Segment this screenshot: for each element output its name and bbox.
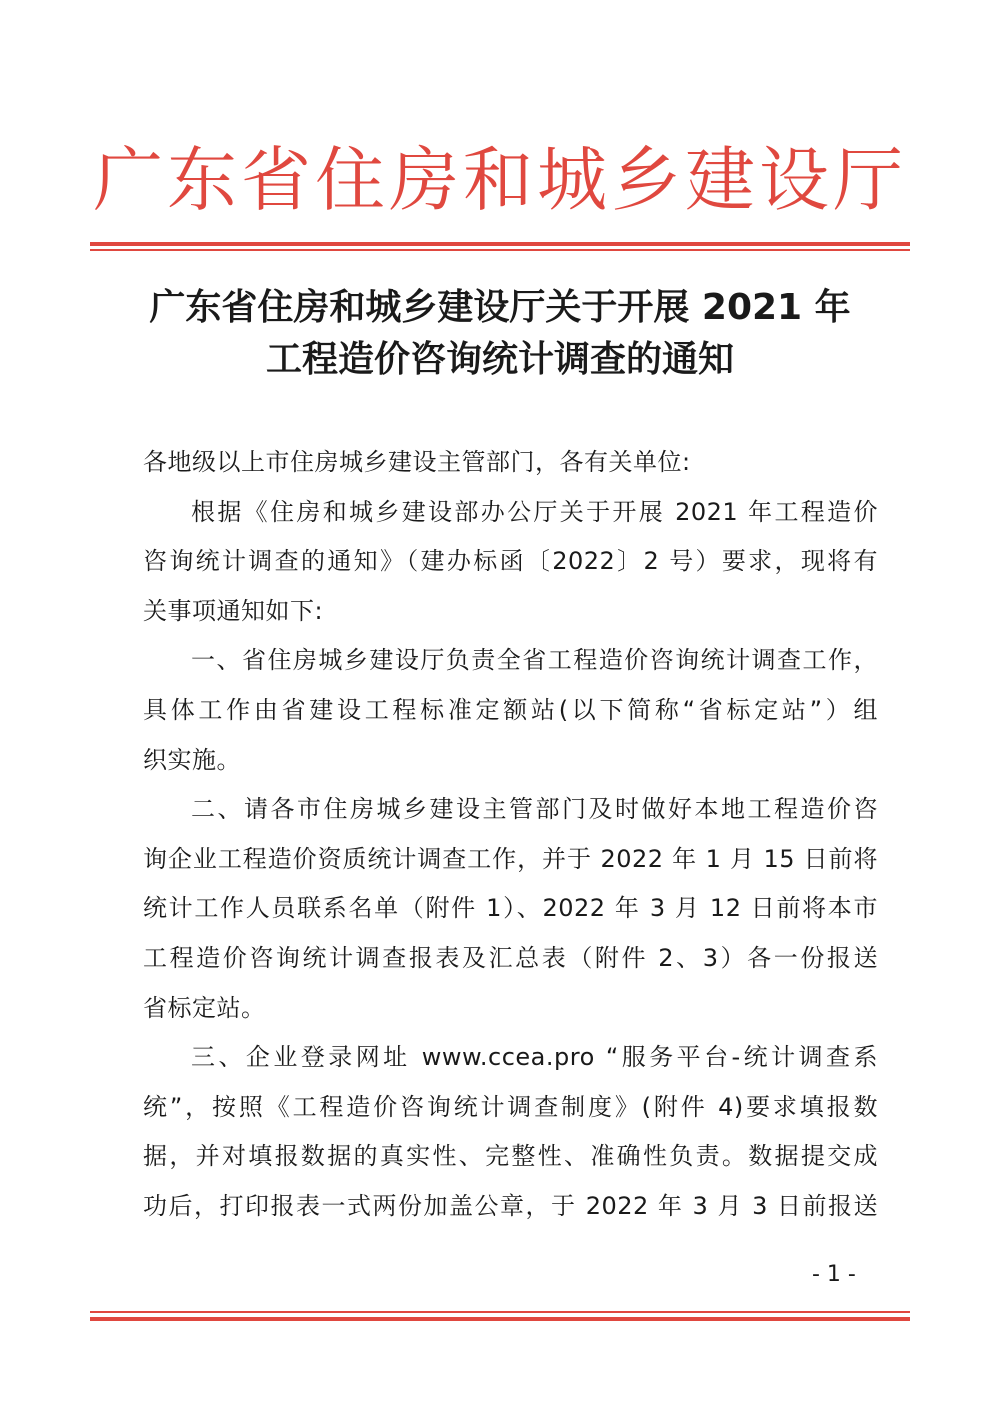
intro-line: 根据《住房和城乡建设部办公厅关于开展 2021 年工程造价 [191,497,878,526]
letterhead-rule-thick [90,242,910,246]
item-3-paragraph [143,1033,878,1231]
item-2-line: 二、请各市住房城乡建设主管部门及时做好本地工程造价咨 [191,795,878,824]
item-3-line: 统”，按照《工程造价咨询统计调查制度》(附件 4)要求填报数 [143,1092,878,1121]
intro-line: 关事项通知如下: [143,596,324,625]
document-body [143,438,878,1232]
item-3-line: 三、企业登录网址 www.ccea.pro “服务平台-统计调查系 [191,1043,878,1072]
intro-line: 咨询统计调查的通知》（建办标函〔2022〕2 号）要求，现将有 [143,547,878,576]
item-2-line: 工程造价咨询统计调查报表及汇总表（附件 2、3）各一份报送 [143,943,878,972]
item-2-line: 统计工作人员联系名单（附件 1）、2022 年 3 月 12 日前将本市 [143,894,878,923]
item-2-line: 询企业工程造价资质统计调查工作，并于 2022 年 1 月 15 日前将 [143,844,878,873]
footer-rule-thick [90,1317,910,1321]
page-number: - 1 - [812,1262,856,1287]
letterhead-agency-name: 广东省住房和城乡建设厅 [93,139,907,221]
letterhead-rule-thin [90,249,910,251]
item-1-line: 一、省住房城乡建设厅负责全省工程造价咨询统计调查工作， [191,646,878,675]
salutation: 各地级以上市住房城乡建设主管部门，各有关单位: [143,448,691,476]
item-2-line: 省标定站。 [143,993,266,1022]
salutation-paragraph [143,438,878,488]
item-3-line: 据，并对填报数据的真实性、完整性、准确性负责。数据提交成 [143,1142,878,1171]
item-2-paragraph [143,785,878,1033]
item-1-paragraph [143,636,878,785]
title-line-1: 广东省住房和城乡建设厅关于开展 2021 年 [149,287,851,328]
document-title [100,282,900,386]
footer-rule-thin [90,1311,910,1313]
item-3-line: 功后，打印报表一式两份加盖公章，于 2022 年 3 月 3 日前报送 [143,1191,878,1220]
intro-paragraph [143,488,878,637]
item-1-line: 具体工作由省建设工程标准定额站(以下简称“省标定站”）组 [143,695,878,724]
title-line-2: 工程造价咨询统计调查的通知 [265,339,734,380]
item-1-line: 织实施。 [143,745,241,774]
